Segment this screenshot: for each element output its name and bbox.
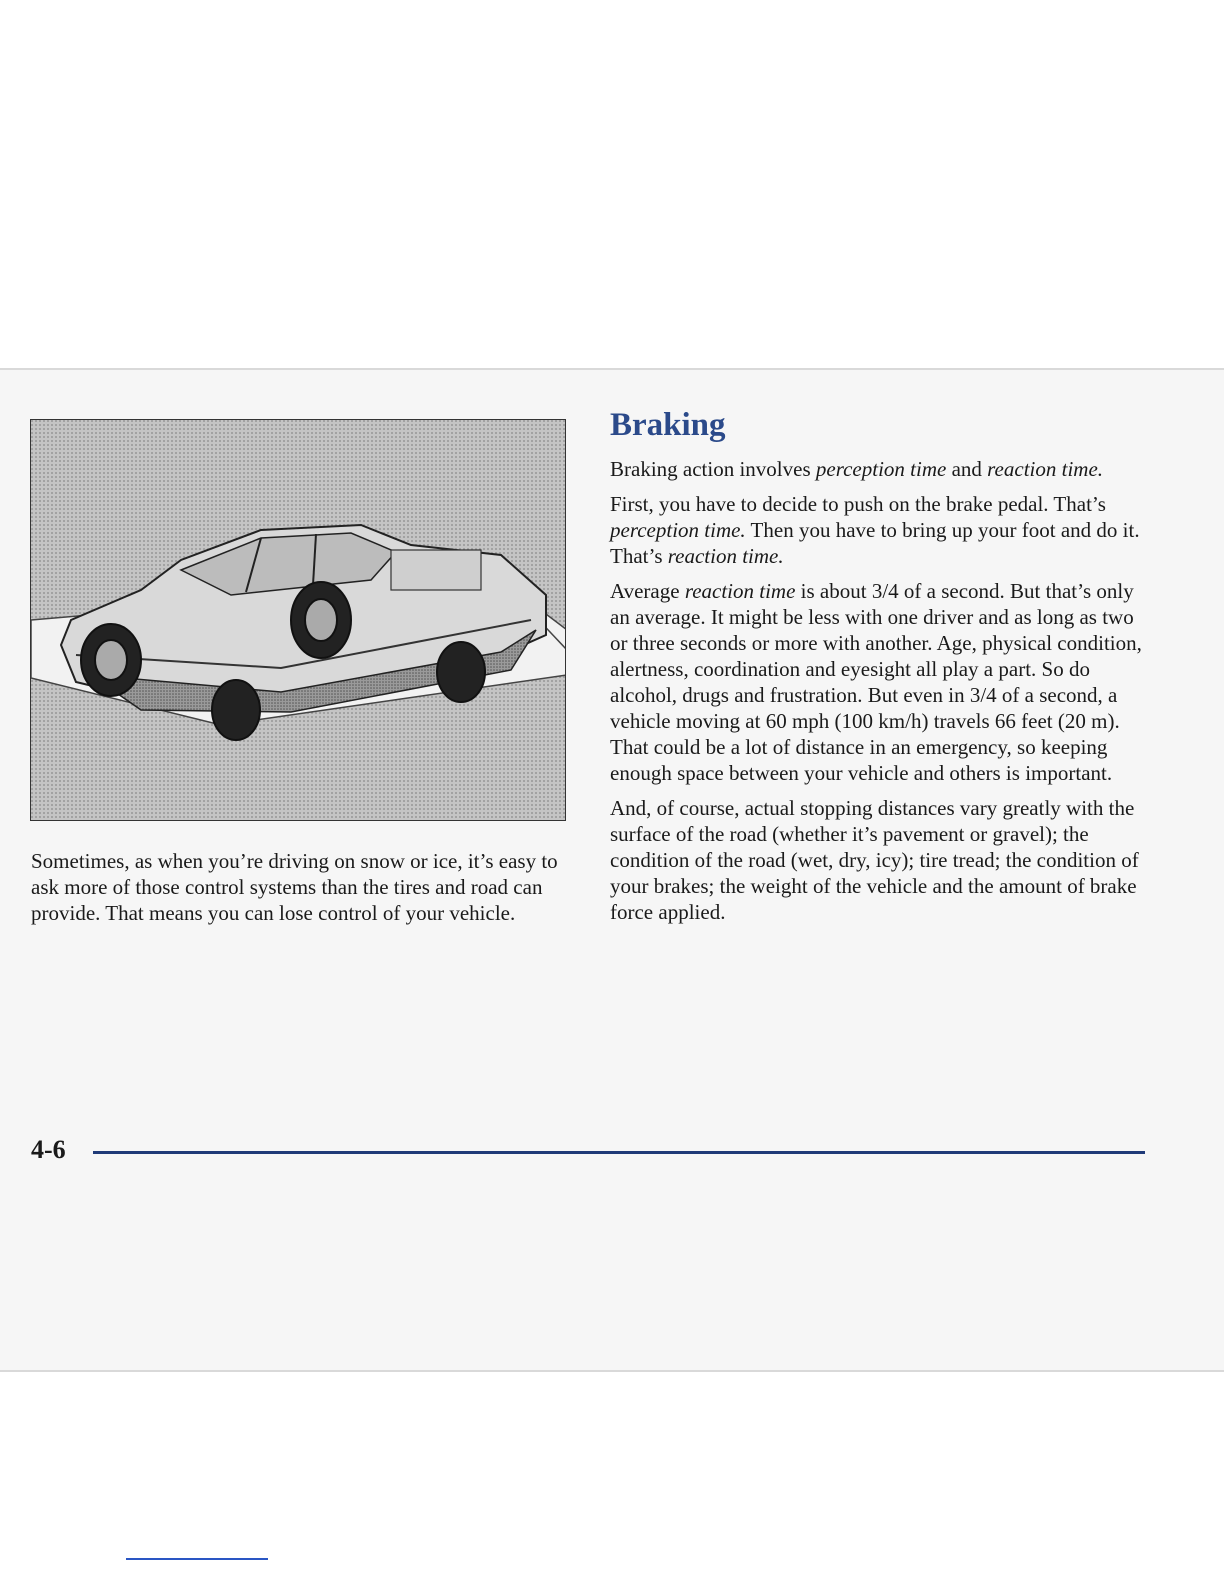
- paragraph-1: Braking action involves perception time and reaction time.: [610, 457, 1104, 481]
- footer-link-underline[interactable]: [126, 1558, 268, 1560]
- section-body: [610, 456, 1155, 934]
- paragraph-3: Average reaction time is about 3/4 of a second. But that’s only an average. It might be less with one driver and as long as two or three seconds or more with another. Age, physical condition, alertness, coordination and eyesight all play a part. So do alcohol, drugs and frustration. But even in 3/4 of a second, a vehicle moving at 60 mph (100 km/h) travels 66 feet (20 m). That could be a lot of distance in an emergency, so keeping enough space between your vehicle and others is important.: [610, 579, 1142, 785]
- figure-caption: Sometimes, as when you’re driving on snow or ice, it’s easy to ask more of those control systems than the tires and road can provide. That means you can lose control of your vehicle.: [31, 849, 558, 925]
- section-title: Braking: [610, 407, 726, 443]
- car-illustration: [30, 419, 566, 821]
- car-on-slippery-surface-icon: [31, 420, 566, 821]
- paragraph-4: And, of course, actual stopping distances vary greatly with the surface of the road (whether it’s pavement or gravel); the condition of the road (wet, dry, icy); tire tread; the condition of your brakes; the weight of the vehicle and the amount of brake force applied.: [610, 796, 1139, 924]
- paragraph-2: First, you have to decide to push on the brake pedal. That’s perception time. Then you have to bring up your foot and do it. That’s reaction time.: [610, 492, 1140, 568]
- footer-rule: [93, 1151, 1145, 1154]
- page-number: 4-6: [31, 1135, 66, 1164]
